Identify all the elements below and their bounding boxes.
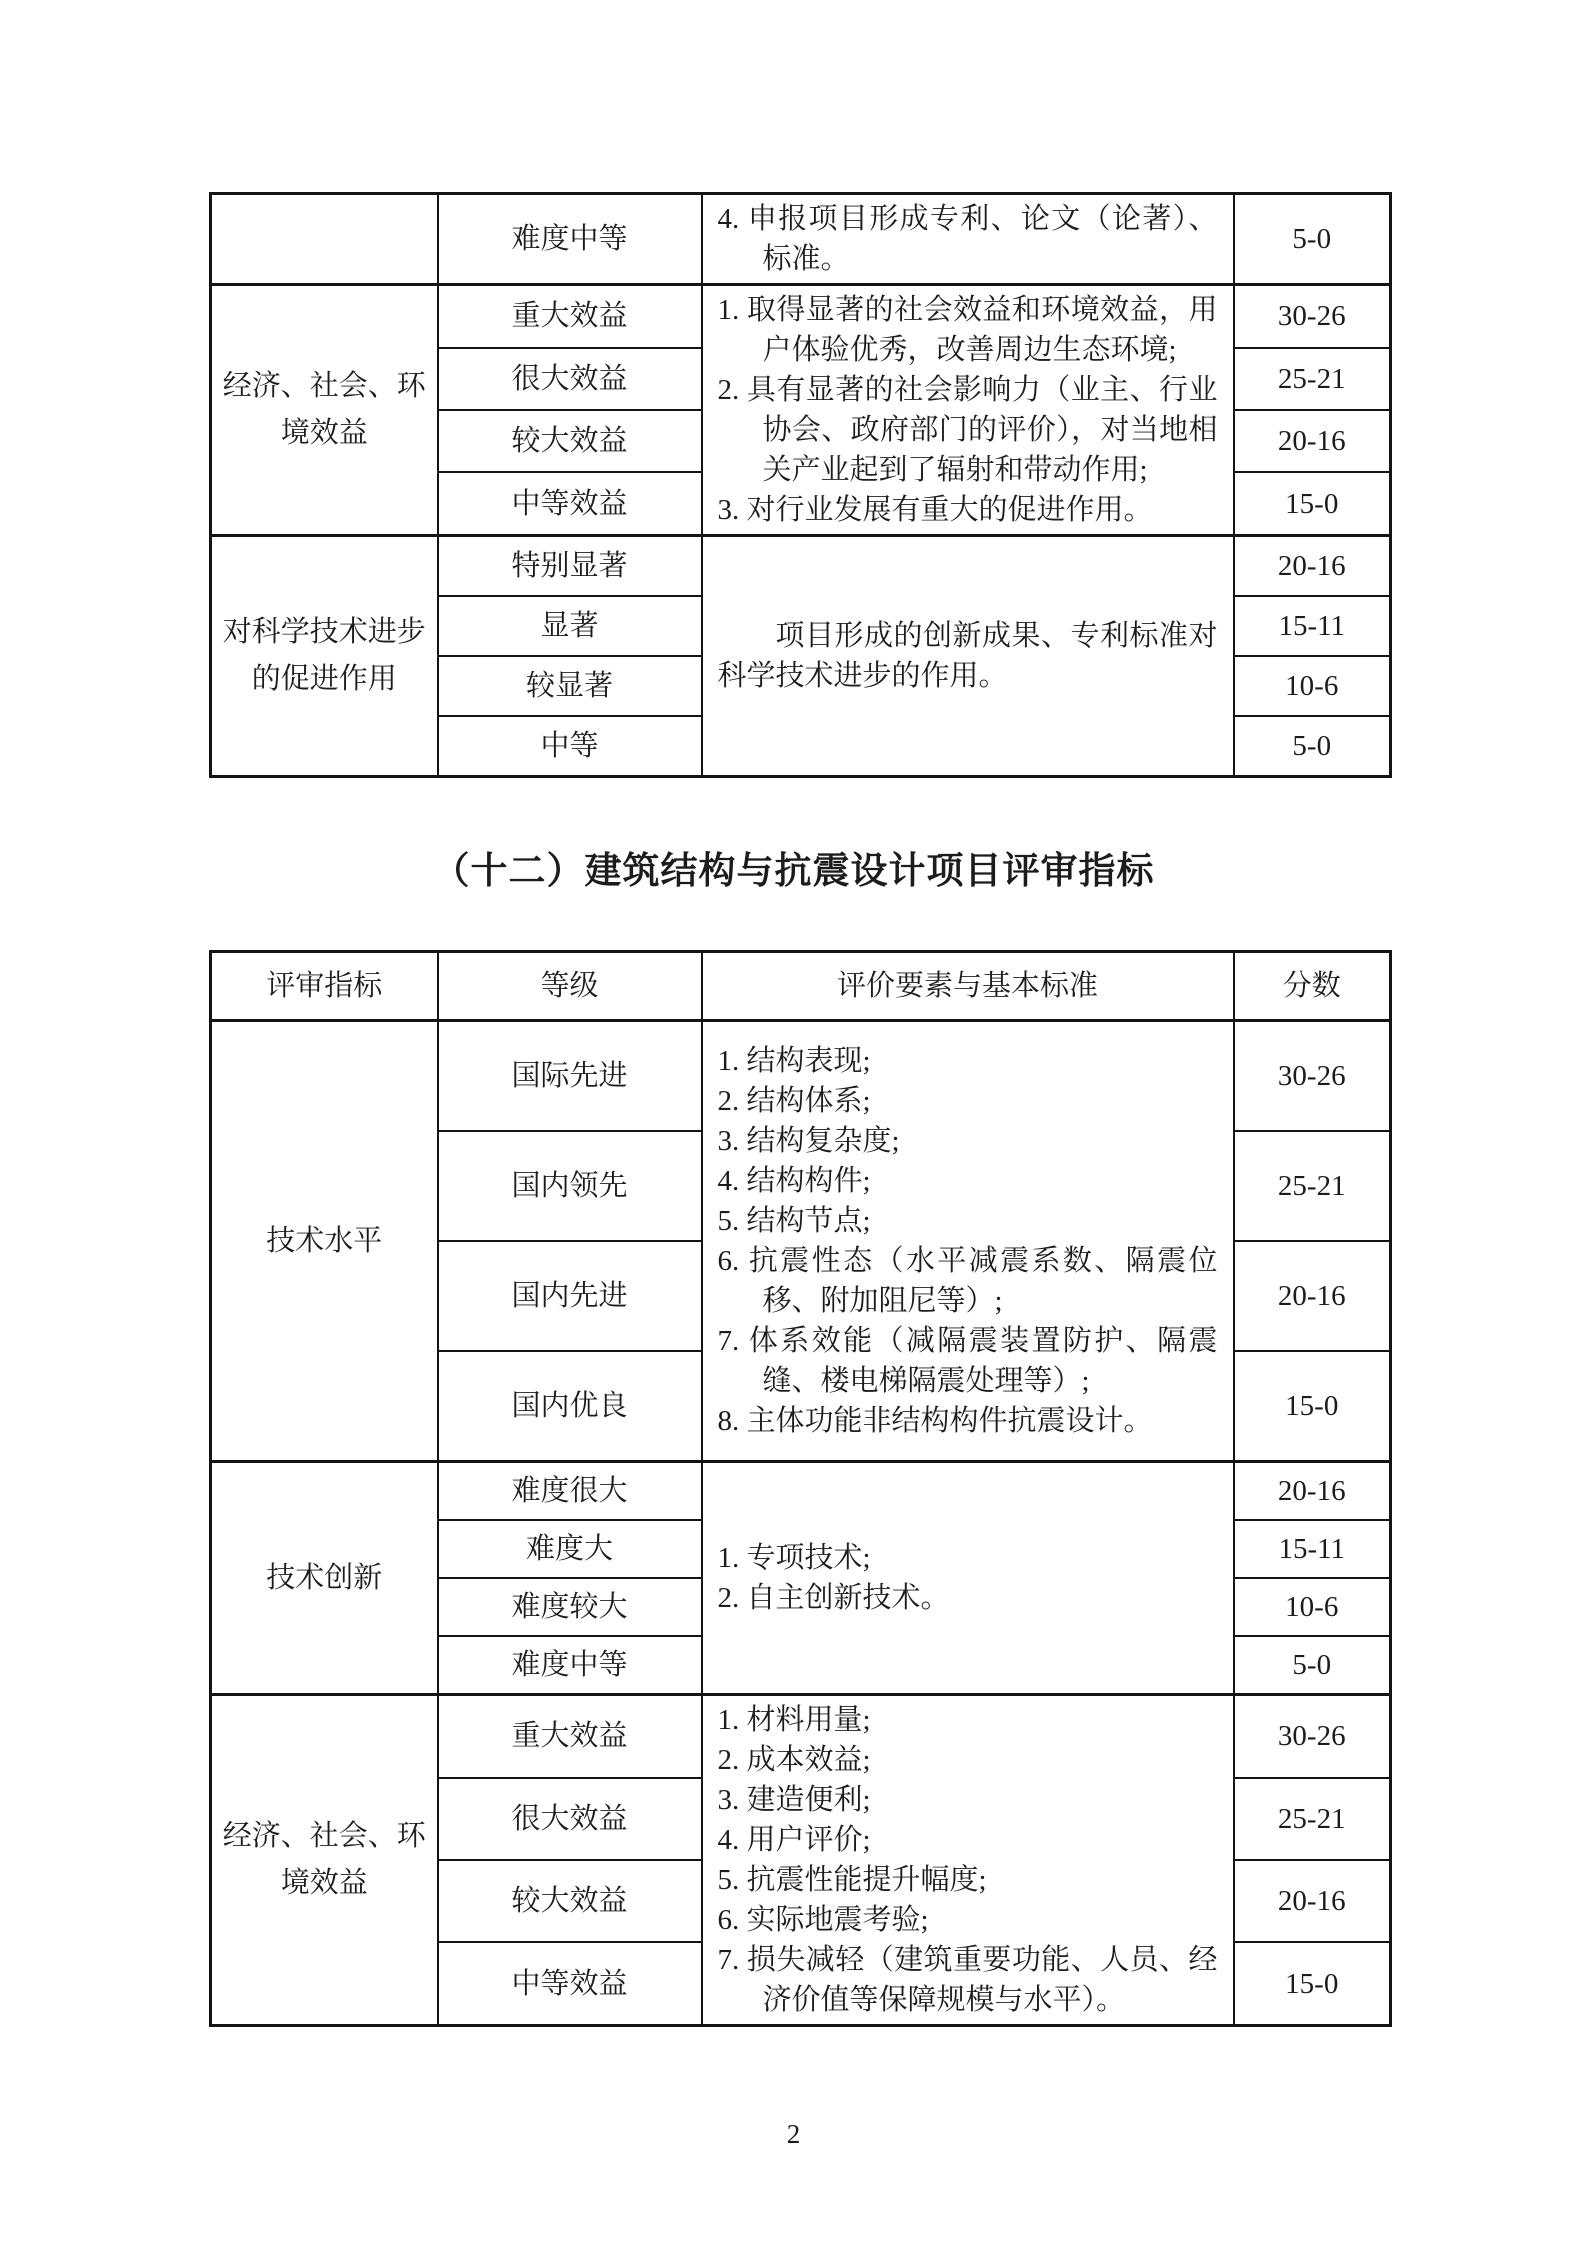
grade-cell: 难度中等 (438, 194, 702, 285)
grade-cell: 中等效益 (438, 472, 702, 535)
criteria-item: 1. 专项技术; (717, 1542, 871, 1574)
score-cell: 5-0 (1234, 716, 1391, 777)
col-header-indicator: 评审指标 (211, 952, 438, 1021)
criteria-item: 7. 损失减轻（建筑重要功能、人员、经济价值等保障规模与水平）。 (717, 1944, 1218, 2016)
grade-cell: 国内先进 (438, 1241, 702, 1351)
criteria-cell (702, 1695, 1234, 2026)
grade-cell: 重大效益 (438, 1695, 702, 1778)
score-cell: 10-6 (1234, 1578, 1391, 1636)
criteria-item: 3. 对行业发展有重大的促进作用。 (717, 494, 1153, 526)
grade-cell: 重大效益 (438, 285, 702, 348)
col-header-grade: 等级 (438, 952, 702, 1021)
indicator-cell: 技术水平 (211, 1021, 438, 1462)
score-cell: 5-0 (1234, 194, 1391, 285)
table-row (211, 1462, 1391, 1521)
score-cell: 20-16 (1234, 1860, 1391, 1942)
criteria-item: 2. 自主创新技术。 (717, 1582, 950, 1614)
page-title: （十二）建筑结构与抗震设计项目评审指标 (432, 851, 1155, 892)
score-cell: 20-16 (1234, 536, 1391, 597)
score-cell: 30-26 (1234, 1021, 1391, 1132)
grade-cell: 很大效益 (438, 1778, 702, 1860)
indicator-cell: 对科学技术进步的促进作用 (211, 536, 438, 777)
score-cell: 25-21 (1234, 348, 1391, 410)
score-cell: 20-16 (1234, 410, 1391, 472)
criteria-item: 2. 具有显著的社会影响力（业主、行业协会、政府部门的评价），对当地相关产业起到了辐射和带动作用; (717, 374, 1218, 486)
header-row (211, 952, 1391, 1021)
score-cell: 15-11 (1234, 596, 1391, 656)
grade-cell: 较大效益 (438, 1860, 702, 1942)
score-cell: 5-0 (1234, 1636, 1391, 1695)
criteria-cell (702, 536, 1234, 777)
score-cell: 20-16 (1234, 1241, 1391, 1351)
grade-cell: 国际先进 (438, 1021, 702, 1132)
score-cell: 15-0 (1234, 1351, 1391, 1462)
table-row (211, 1695, 1391, 1778)
score-cell: 25-21 (1234, 1778, 1391, 1860)
criteria-item: 3. 结构复杂度; (717, 1125, 900, 1157)
grade-cell: 较大效益 (438, 410, 702, 472)
criteria-item: 1. 结构表现; (717, 1045, 871, 1077)
score-cell: 10-6 (1234, 656, 1391, 716)
grade-cell: 较显著 (438, 656, 702, 716)
table-row (211, 1021, 1391, 1132)
criteria-paragraph: 项目形成的创新成果、专利标准对科学技术进步的作用。 (717, 620, 1218, 692)
grade-cell: 难度很大 (438, 1462, 702, 1521)
criteria-item: 2. 成本效益; (717, 1744, 871, 1776)
table-row (211, 285, 1391, 348)
criteria-item: 4. 申报项目形成专利、论文（论著）、标准。 (717, 203, 1218, 275)
criteria-item: 4. 结构构件; (717, 1165, 871, 1197)
criteria-item: 1. 取得显著的社会效益和环境效益，用户体验优秀，改善周边生态环境; (717, 294, 1218, 366)
score-cell: 30-26 (1234, 1695, 1391, 1778)
grade-cell: 难度中等 (438, 1636, 702, 1695)
criteria-item: 5. 结构节点; (717, 1205, 871, 1237)
score-cell: 30-26 (1234, 285, 1391, 348)
criteria-item: 7. 体系效能（减隔震装置防护、隔震缝、楼电梯隔震处理等）; (717, 1325, 1218, 1397)
grade-cell: 很大效益 (438, 348, 702, 410)
criteria-cell (702, 1021, 1234, 1462)
grade-cell: 中等效益 (438, 1942, 702, 2025)
criteria-cell (702, 194, 1234, 285)
score-cell: 15-0 (1234, 472, 1391, 535)
col-header-criteria: 评价要素与基本标准 (702, 952, 1234, 1021)
col-header-score: 分数 (1234, 952, 1391, 1021)
table-row (211, 194, 1391, 285)
criteria-item: 1. 材料用量; (717, 1704, 871, 1736)
score-cell: 15-11 (1234, 1520, 1391, 1578)
grade-cell: 难度大 (438, 1520, 702, 1578)
grade-cell: 特别显著 (438, 536, 702, 597)
indicator-cell-empty (211, 194, 438, 285)
criteria-item: 8. 主体功能非结构构件抗震设计。 (717, 1405, 1153, 1437)
grade-cell: 显著 (438, 596, 702, 656)
criteria-item: 4. 用户评价; (717, 1824, 871, 1856)
score-cell: 15-0 (1234, 1942, 1391, 2025)
top-margin (0, 0, 1587, 192)
indicator-cell: 技术创新 (211, 1462, 438, 1695)
criteria-cell (702, 285, 1234, 536)
score-cell: 20-16 (1234, 1462, 1391, 1521)
grade-cell: 中等 (438, 716, 702, 777)
table-row (211, 536, 1391, 597)
indicator-cell: 经济、社会、环境效益 (211, 1695, 438, 2026)
grade-cell: 国内领先 (438, 1131, 702, 1241)
evaluation-table-continued (209, 192, 1392, 778)
grade-cell: 国内优良 (438, 1351, 702, 1462)
indicator-cell: 经济、社会、环境效益 (211, 285, 438, 536)
criteria-cell (702, 1462, 1234, 1695)
page-number: 2 (786, 2119, 801, 2149)
criteria-item: 6. 抗震性态（水平减震系数、隔震位移、附加阻尼等）; (717, 1245, 1218, 1317)
criteria-item: 2. 结构体系; (717, 1085, 871, 1117)
criteria-item: 5. 抗震性能提升幅度; (717, 1864, 987, 1896)
criteria-item: 3. 建造便利; (717, 1784, 871, 1816)
grade-cell: 难度较大 (438, 1578, 702, 1636)
criteria-item: 6. 实际地震考验; (717, 1904, 929, 1936)
score-cell: 25-21 (1234, 1131, 1391, 1241)
evaluation-table-main (209, 950, 1392, 2027)
